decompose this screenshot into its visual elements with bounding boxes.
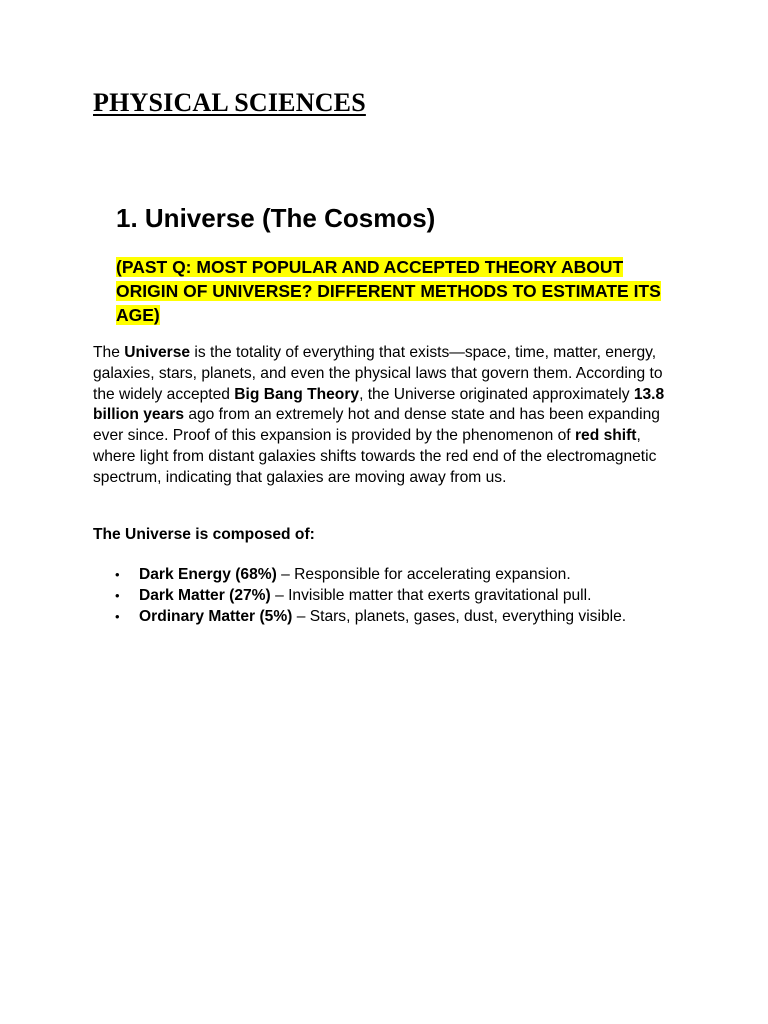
term-universe: Universe bbox=[124, 344, 191, 361]
past-question-note bbox=[116, 255, 676, 327]
paragraph-text: , where light from distant galaxies shifts towards the red end of the electromagnetic spectrum, indicating that galaxies are moving away from us. bbox=[93, 427, 657, 486]
term-big-bang-theory: Big Bang Theory bbox=[234, 385, 360, 403]
component-description: – Responsible for accelerating expansion. bbox=[276, 566, 571, 583]
component-description: – Invisible matter that exerts gravitational pull. bbox=[270, 587, 592, 604]
component-description: – Stars, planets, gases, dust, everything visible. bbox=[292, 608, 627, 625]
bullet-icon: • bbox=[115, 588, 120, 603]
paragraph-text: , the Universe originated approximately bbox=[359, 385, 634, 403]
document-title: PHYSICAL SCIENCES bbox=[93, 88, 366, 117]
past-question-highlight: (PAST Q: MOST POPULAR AND ACCEPTED THEORY ABOUT ORIGIN OF UNIVERSE? DIFFERENT METHODS TO ESTIMATE ITS AGE) bbox=[116, 257, 661, 325]
composition-heading: The Universe is composed of: bbox=[93, 526, 315, 543]
universe-paragraph bbox=[93, 343, 673, 489]
paragraph-text: The bbox=[93, 344, 125, 361]
list-item bbox=[93, 606, 626, 627]
component-name: Dark Energy (68%) bbox=[139, 566, 277, 583]
component-name: Dark Matter (27%) bbox=[139, 587, 271, 604]
bullet-icon: • bbox=[115, 609, 120, 624]
paragraph-text: ago from an extremely hot and dense state and has been expanding ever since. Proof of this expansion is provided by the phenomenon of bbox=[93, 406, 660, 445]
component-name: Ordinary Matter (5%) bbox=[139, 608, 293, 625]
list-item bbox=[93, 585, 626, 606]
section-heading: 1. Universe (The Cosmos) bbox=[116, 203, 436, 233]
paragraph-text: is the totality of everything that exists—space, time, matter, energy, galaxies, stars, planets, and even the physical laws that govern them. According to the widely accepted bbox=[93, 344, 663, 403]
bullet-icon: • bbox=[115, 567, 120, 582]
list-item bbox=[93, 564, 626, 585]
term-red-shift: red shift bbox=[574, 427, 637, 445]
term-age: 13.8 billion years bbox=[93, 385, 665, 424]
composition-list bbox=[93, 564, 626, 627]
